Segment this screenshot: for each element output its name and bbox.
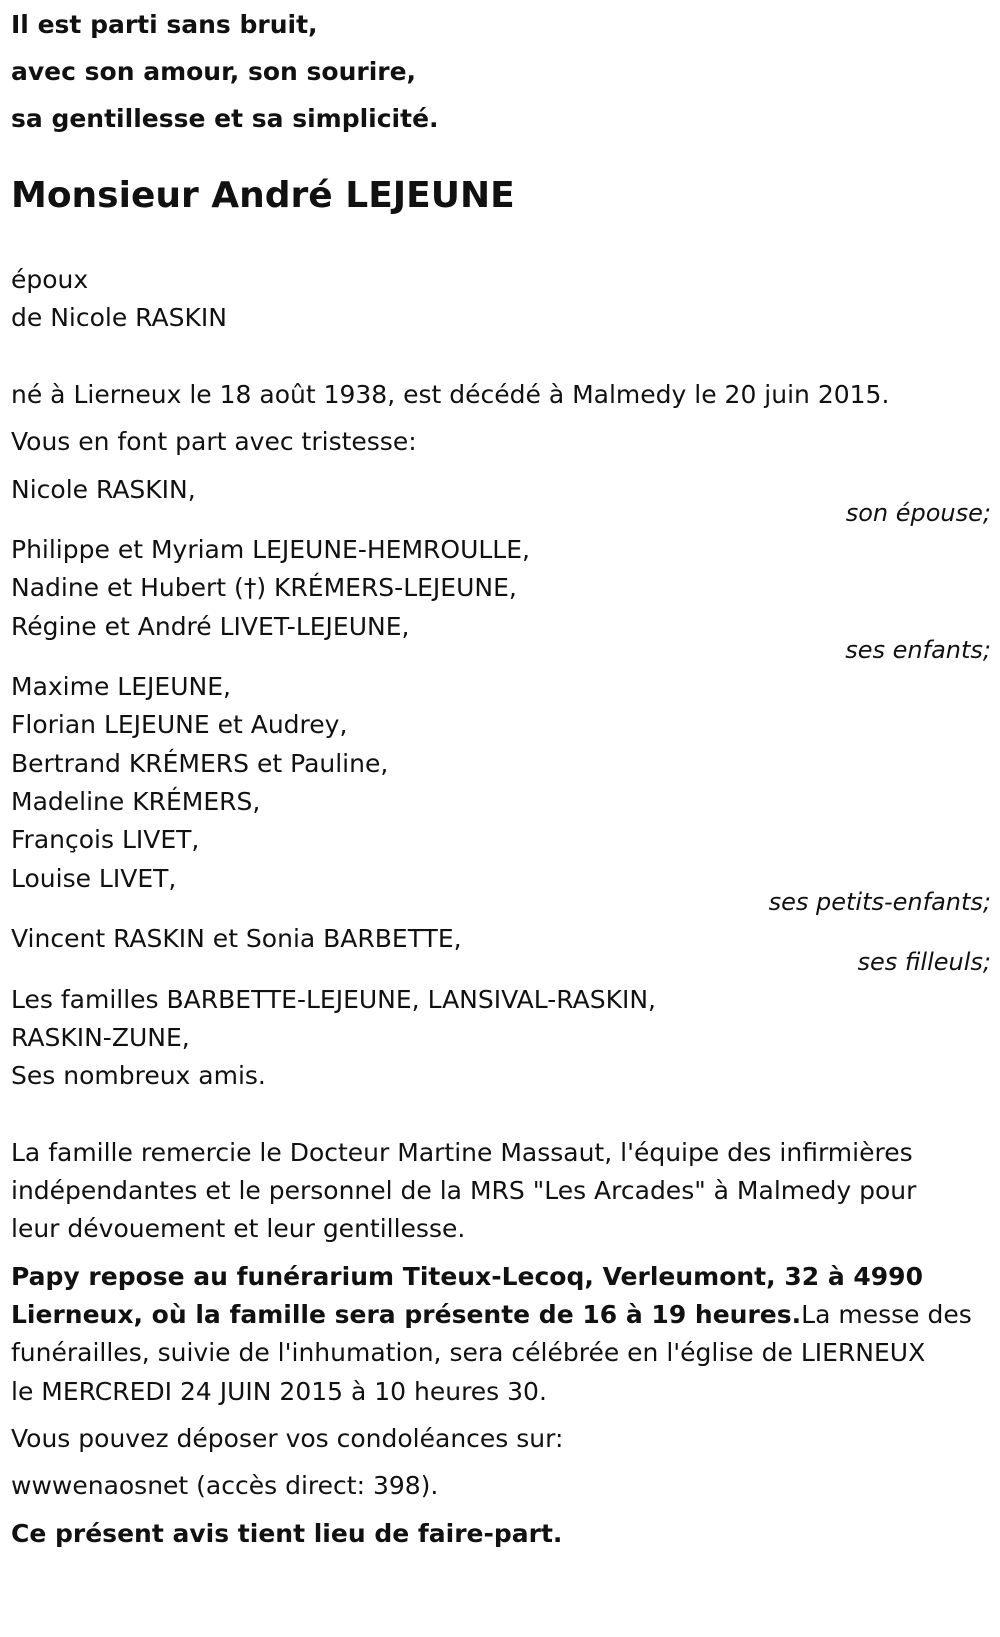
family-role: ses filleuls;: [857, 948, 991, 976]
family-member: Bertrand KRÉMERS et Pauline,: [11, 749, 389, 778]
epigraph-line: sa gentillesse et sa simplicité.: [11, 104, 439, 133]
funeral-line: le MERCREDI 24 JUIN 2015 à 10 heures 30.: [11, 1377, 547, 1406]
family-member: Régine et André LIVET-LEJEUNE,: [11, 612, 410, 641]
family-member: Florian LEJEUNE et Audrey,: [11, 710, 348, 739]
funeral-line: Papy repose au funérarium Titeux-Lecoq, Verleumont, 32 à 4990: [11, 1262, 923, 1291]
deceased-name: Monsieur André LEJEUNE: [11, 175, 515, 216]
family-member: Vincent RASKIN et Sonia BARBETTE,: [11, 924, 462, 953]
thanks-line: La famille remercie le Docteur Martine Massaut, l'équipe des infirmières: [11, 1138, 913, 1167]
condolences-line: Vous pouvez déposer vos condoléances sur:: [11, 1424, 564, 1453]
family-role: ses enfants;: [845, 636, 991, 664]
thanks-line: indépendantes et le personnel de la MRS "Les Arcades" à Malmedy pour: [11, 1176, 917, 1205]
website-line: wwwenaosnet (accès direct: 398).: [11, 1471, 439, 1500]
family-member: Philippe et Myriam LEJEUNE-HEMROULLE,: [11, 535, 530, 564]
family-role: ses petits-enfants;: [768, 888, 991, 916]
announcement-intro: Vous en font part avec tristesse:: [11, 427, 417, 456]
family-member: Nicole RASKIN,: [11, 475, 196, 504]
closing-line: Ce présent avis tient lieu de faire-part.: [11, 1519, 563, 1548]
epigraph-line: avec son amour, son sourire,: [11, 57, 417, 86]
family-member: Madeline KRÉMERS,: [11, 787, 261, 816]
family-member: Ses nombreux amis.: [11, 1061, 266, 1090]
spouse-intro-line: de Nicole RASKIN: [11, 303, 227, 332]
birth-death-line: né à Lierneux le 18 août 1938, est décédé à Malmedy le 20 juin 2015.: [11, 380, 890, 409]
family-member: Les familles BARBETTE-LEJEUNE, LANSIVAL-RASKIN,: [11, 985, 656, 1014]
thanks-line: leur dévouement et leur gentillesse.: [11, 1214, 466, 1243]
family-role: son épouse;: [845, 499, 991, 527]
funeral-bold-text: Lierneux, où la famille sera présente de 16 à 19 heures.: [11, 1300, 802, 1329]
funeral-normal-text: La messe des: [801, 1300, 972, 1329]
family-member: Nadine et Hubert (†) KRÉMERS-LEJEUNE,: [11, 573, 517, 602]
family-member: Maxime LEJEUNE,: [11, 672, 231, 701]
family-member: RASKIN-ZUNE,: [11, 1023, 190, 1052]
family-member: François LIVET,: [11, 825, 200, 854]
family-member: Louise LIVET,: [11, 864, 177, 893]
epigraph-line: Il est parti sans bruit,: [11, 10, 318, 39]
spouse-intro-line: époux: [11, 265, 89, 294]
funeral-line: funérailles, suivie de l'inhumation, sera célébrée en l'église de LIERNEUX: [11, 1338, 926, 1367]
funeral-line: [11, 1300, 972, 1330]
